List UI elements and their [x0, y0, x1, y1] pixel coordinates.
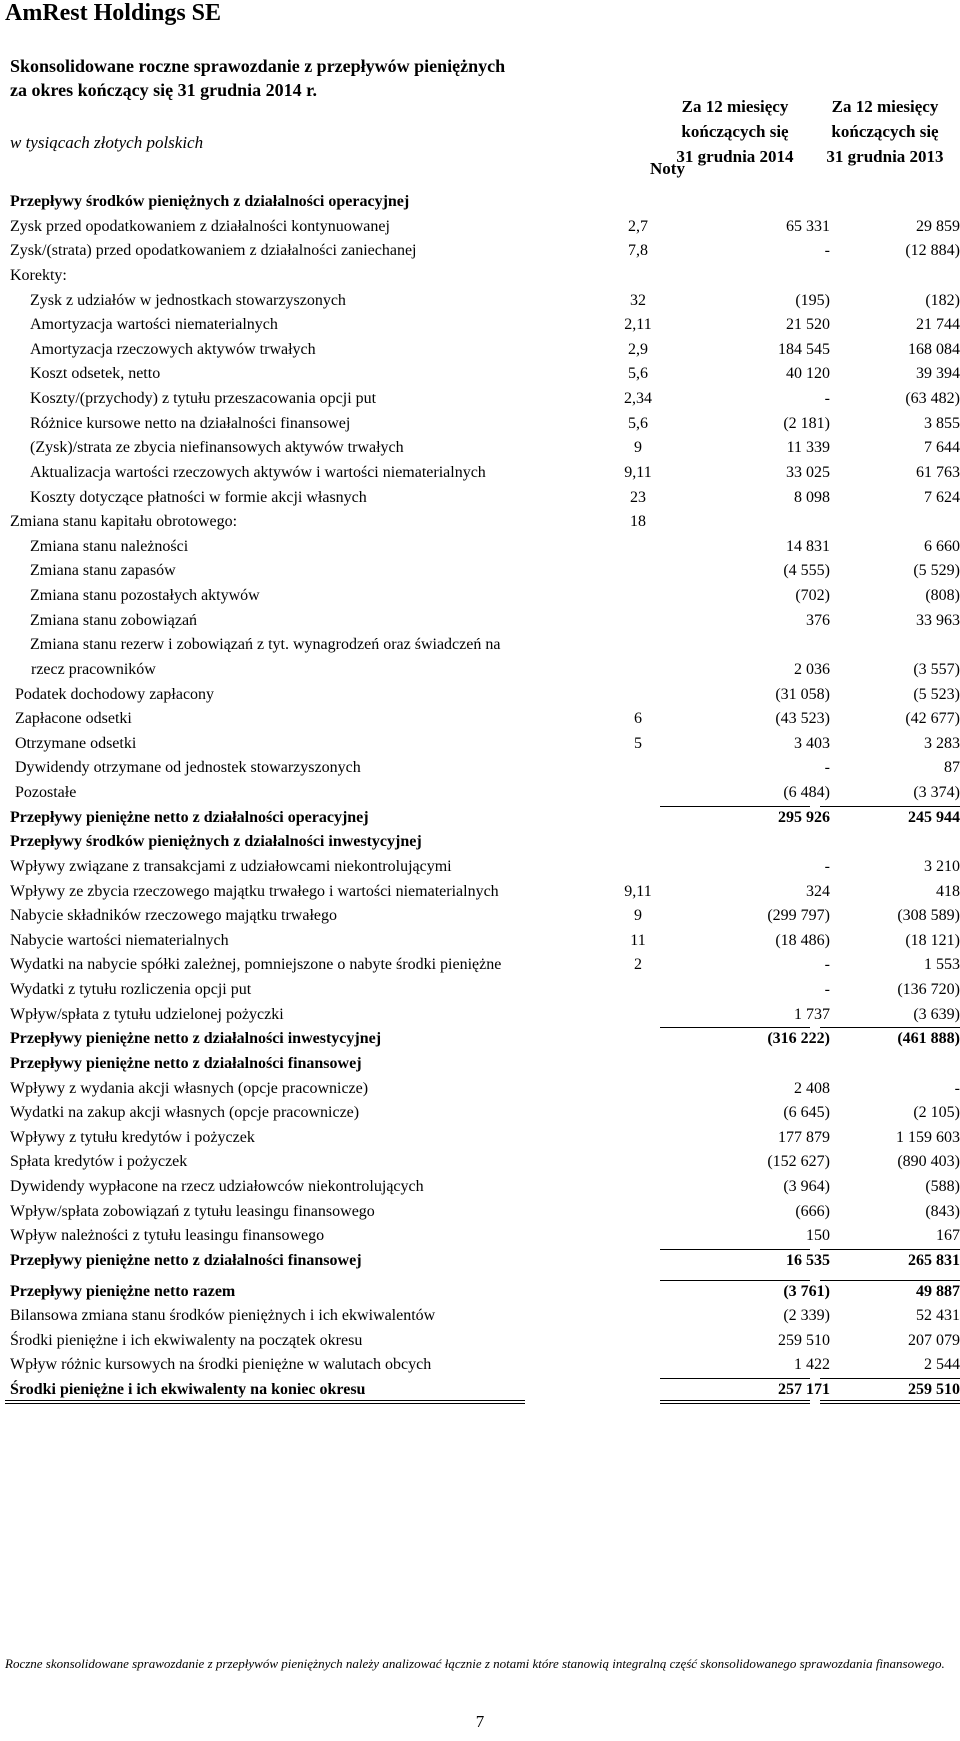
- column-header-2013-line-2: kończących się: [831, 122, 939, 141]
- row-note: 2,9: [628, 340, 648, 358]
- value-2014: (43 523): [775, 710, 830, 728]
- row-label: Zysk/(strata) przed opodatkowaniem z działalności zaniechanej: [10, 242, 417, 260]
- value-2013: (2 105): [913, 1104, 960, 1122]
- value-2014: (18 486): [775, 931, 830, 949]
- row-label: Środki pieniężne i ich ekwiwalenty na koniec okresu: [10, 1381, 366, 1398]
- row-label: Wpływ różnic kursowych na środki pieniężne w walutach obcych: [10, 1356, 432, 1374]
- row-label: Pozostałe: [15, 784, 77, 801]
- value-2014: 324: [806, 882, 830, 900]
- row-label: Przepływy pieniężne netto z działalności operacyjnej: [10, 808, 369, 826]
- value-2013: (12 884): [905, 242, 960, 260]
- table-row: [0, 386, 960, 411]
- value-2013: 1 553: [924, 956, 960, 974]
- value-2014: -: [824, 956, 830, 974]
- row-note: 9: [634, 439, 642, 457]
- value-2013: (5 529): [913, 562, 960, 580]
- footnote: Roczne skonsolidowane sprawozdanie z przepływów pieniężnych należy analizować łącznie z notami które stanowią integralną część skonsolidowanego sprawozdania finansowego.: [5, 1656, 945, 1671]
- value-2013: 6 660: [924, 537, 960, 555]
- row-label: Wydatki z tytułu rozliczenia opcji put: [10, 981, 252, 998]
- row-label: Nabycie składników rzeczowego majątku trwałego: [10, 907, 337, 925]
- table-row: [0, 1125, 960, 1150]
- total-row: [0, 1026, 960, 1051]
- column-header-2014: [660, 94, 810, 169]
- table-row: [0, 485, 960, 510]
- value-2013: 418: [936, 882, 960, 900]
- row-label: Koszt odsetek, netto: [30, 365, 161, 383]
- row-label: Wpływ/spłata zobowiązań z tytułu leasingu finansowego: [10, 1202, 375, 1220]
- table-row: [0, 1149, 960, 1174]
- table-row: [0, 1076, 960, 1101]
- table-row: [0, 1002, 960, 1027]
- table-row: [0, 411, 960, 436]
- table-row: [0, 1352, 960, 1377]
- value-2013: 2 544: [924, 1356, 960, 1374]
- title-line-1: Skonsolidowane roczne sprawozdanie z przepływów pieniężnych: [10, 56, 506, 76]
- row-label: Zmiana stanu zapasów: [30, 562, 176, 580]
- total-rule-2014: [660, 1378, 810, 1379]
- value-2014: (3 964): [783, 1178, 830, 1195]
- column-header-2014-line-2: kończących się: [681, 122, 789, 141]
- row-label: Zmiana stanu należności: [30, 537, 189, 555]
- row-label: Aktualizacja wartości rzeczowych aktywów i wartości niematerialnych: [30, 463, 486, 481]
- column-header-2013: [810, 94, 960, 169]
- value-2014: 65 331: [786, 217, 830, 235]
- row-label: Podatek dochodowy zapłacony: [15, 685, 215, 703]
- table-row: [0, 435, 960, 460]
- total-row: [0, 1248, 960, 1273]
- final-double-rule: [820, 1400, 960, 1401]
- row-label: Wpływy z tytułu kredytów i pożyczek: [10, 1128, 255, 1146]
- row-label: Zmiana stanu rezerw i zobowiązań z tyt. wynagrodzeń oraz świadczeń na: [30, 636, 501, 654]
- row-label: Wpływ należności z tytułu leasingu finansowego: [10, 1227, 325, 1245]
- row-note: 9,11: [624, 463, 652, 481]
- total-rule-2013: [820, 806, 960, 807]
- row-label: Przepływy pieniężne netto z działalności inwestycyjnej: [10, 1030, 382, 1048]
- value-2014: -: [824, 390, 830, 407]
- value-2014: 16 535: [786, 1251, 830, 1269]
- table-row: [0, 263, 960, 288]
- row-note: 9: [634, 907, 642, 925]
- value-2014: 184 545: [778, 340, 830, 358]
- value-2014: 3 403: [794, 734, 830, 752]
- table-row: [0, 706, 960, 731]
- table-row: [0, 755, 960, 780]
- value-2014: 257 171: [778, 1381, 830, 1398]
- row-label: Dywidendy otrzymane od jednostek stowarzyszonych: [15, 759, 361, 777]
- value-2014: (3 761): [783, 1282, 830, 1300]
- total-rule-2014: [660, 806, 810, 807]
- row-label: Zmiana stanu kapitału obrotowego:: [10, 513, 238, 531]
- row-label: Wpływ/spłata z tytułu udzielonej pożyczki: [10, 1005, 284, 1023]
- row-note: 6: [634, 710, 642, 728]
- table-row: [0, 879, 960, 904]
- row-label: Korekty:: [10, 266, 67, 284]
- value-2013: 49 887: [916, 1282, 960, 1300]
- row-label: Wpływy ze zbycia rzeczowego majątku trwałego i wartości niematerialnych: [10, 882, 499, 900]
- row-label: Zysk z udziałów w jednostkach stowarzyszonych: [30, 291, 346, 309]
- value-2013: -: [954, 1079, 960, 1097]
- total-row: [0, 1377, 960, 1402]
- row-label: Środki pieniężne i ich ekwiwalenty na początek okresu: [10, 1331, 363, 1349]
- table-row: [0, 1303, 960, 1328]
- row-label: Przepływy pieniężne netto razem: [10, 1282, 236, 1300]
- page-number: 7: [475, 1712, 485, 1731]
- value-2014: 1 737: [794, 1005, 830, 1023]
- value-2013: 39 394: [916, 365, 960, 383]
- value-2013: 167: [936, 1227, 960, 1245]
- value-2013: (136 720): [897, 981, 960, 998]
- value-2013: (308 589): [897, 907, 960, 925]
- value-2013: (42 677): [905, 710, 960, 728]
- row-note: 2,11: [624, 316, 652, 334]
- table-row: [0, 460, 960, 485]
- value-2013: (3 639): [913, 1005, 960, 1023]
- final-double-rule: [660, 1403, 810, 1404]
- row-label: Otrzymane odsetki: [15, 734, 137, 752]
- value-2014: (666): [795, 1202, 830, 1220]
- row-label: Wpływy związane z transakcjami z udziałowcami niekontrolującymi: [10, 857, 452, 875]
- row-label: Dywidendy wypłacone na rzecz udziałowców niekontrolujących: [10, 1178, 424, 1195]
- value-2013: (588): [925, 1178, 960, 1195]
- row-note: 5,6: [628, 365, 648, 383]
- value-2013: (843): [925, 1202, 960, 1220]
- currency-unit-label: w tysiącach złotych polskich: [10, 133, 204, 152]
- value-2014: (4 555): [783, 562, 830, 580]
- table-row: [0, 1328, 960, 1353]
- row-note: 2,34: [624, 390, 652, 407]
- value-2014: 259 510: [778, 1331, 830, 1349]
- value-2014: 1 422: [794, 1356, 830, 1374]
- row-label: Amortyzacja wartości niematerialnych: [30, 316, 278, 334]
- value-2013: 3 855: [924, 414, 960, 432]
- value-2014: 295 926: [778, 808, 830, 826]
- row-label: Amortyzacja rzeczowych aktywów trwałych: [30, 340, 316, 358]
- section-heading-row: [0, 189, 960, 214]
- value-2013: 3 210: [924, 857, 960, 875]
- cash-flow-table: [0, 189, 960, 1402]
- table-row: [0, 214, 960, 239]
- table-row: [0, 780, 960, 805]
- value-2014: 11 339: [786, 439, 830, 457]
- value-2014: 2 036: [794, 660, 830, 678]
- table-row: [0, 1223, 960, 1248]
- table-row: [0, 312, 960, 337]
- table-row: [0, 534, 960, 559]
- company-name: AmRest Holdings SE: [5, 0, 222, 26]
- value-2014: -: [824, 759, 830, 777]
- value-2013: 87: [944, 759, 960, 777]
- table-row: [0, 977, 960, 1002]
- row-note: 18: [630, 513, 646, 531]
- table-row: [0, 952, 960, 977]
- value-2014: (299 797): [767, 907, 830, 925]
- value-2014: (316 222): [767, 1030, 830, 1048]
- final-double-rule: [820, 1403, 960, 1404]
- value-2013: (182): [925, 291, 960, 309]
- table-row: [0, 583, 960, 608]
- value-2013: 61 763: [916, 463, 960, 481]
- value-2013: 265 831: [908, 1251, 960, 1269]
- row-label: Wydatki na zakup akcji własnych (opcje pracownicze): [10, 1104, 360, 1122]
- row-note: 32: [630, 291, 646, 309]
- value-2014: 33 025: [786, 463, 830, 481]
- row-label: Spłata kredytów i pożyczek: [10, 1153, 188, 1171]
- value-2014: (152 627): [767, 1153, 830, 1171]
- row-note: 5: [634, 734, 642, 752]
- value-2013: 7 624: [924, 488, 960, 506]
- row-label: Przepływy pieniężne netto z działalności finansowej: [10, 1251, 362, 1269]
- column-header-notes: Noty: [650, 159, 685, 178]
- row-label: rzecz pracowników: [31, 660, 156, 678]
- total-row: [0, 805, 960, 830]
- final-double-rule: [5, 1400, 525, 1401]
- column-header-2013-line-1: Za 12 miesięcy: [831, 97, 939, 116]
- value-2013: (3 374): [913, 784, 960, 801]
- value-2013: (808): [925, 587, 960, 604]
- value-2013: 7 644: [924, 439, 960, 457]
- value-2013: 259 510: [908, 1381, 960, 1398]
- table-row: [0, 1100, 960, 1125]
- value-2014: (31 058): [775, 685, 830, 703]
- row-note: 2,7: [628, 217, 648, 235]
- table-row: [0, 509, 960, 534]
- total-rule-2013: [820, 1027, 960, 1028]
- value-2014: 376: [806, 611, 830, 629]
- row-label: Koszty dotyczące płatności w formie akcji własnych: [30, 488, 367, 506]
- value-2014: (702): [795, 587, 830, 604]
- value-2013: (461 888): [897, 1030, 960, 1048]
- value-2013: (63 482): [905, 390, 960, 407]
- value-2014: -: [824, 981, 830, 998]
- table-row: [0, 657, 960, 682]
- title-line-2: za okres kończący się 31 grudnia 2014 r.: [10, 80, 318, 100]
- value-2014: 177 879: [778, 1128, 830, 1146]
- value-2013: 29 859: [916, 217, 960, 235]
- value-2013: 207 079: [908, 1331, 960, 1349]
- total-rule-2014: [660, 1280, 810, 1281]
- row-label: Zmiana stanu zobowiązań: [30, 611, 198, 629]
- total-rule-2014: [660, 1249, 810, 1250]
- value-2014: (195): [795, 291, 830, 309]
- row-label: Koszty/(przychody) z tytułu przeszacowania opcji put: [30, 390, 377, 407]
- section-heading-row: [0, 829, 960, 854]
- table-row: [0, 854, 960, 879]
- column-header-2013-line-3: 31 grudnia 2013: [826, 147, 944, 166]
- row-label: Nabycie wartości niematerialnych: [10, 931, 229, 949]
- value-2014: -: [824, 857, 830, 875]
- value-2014: 14 831: [786, 537, 830, 555]
- value-2014: 40 120: [786, 365, 830, 383]
- row-label: Wydatki na nabycie spółki zależnej, pomniejszone o nabyte środki pieniężne: [10, 956, 502, 974]
- value-2014: 2 408: [794, 1079, 830, 1097]
- value-2014: (2 339): [783, 1307, 830, 1325]
- table-row: [0, 903, 960, 928]
- total-rule-2014: [660, 1027, 810, 1028]
- table-row: [0, 608, 960, 633]
- table-row: [0, 682, 960, 707]
- row-label: Przepływy pieniężne netto z działalności finansowej: [10, 1054, 362, 1072]
- row-note: 2: [634, 956, 642, 974]
- row-note: 7,8: [628, 242, 648, 260]
- statement-title: [10, 54, 505, 102]
- row-label: Przepływy środków pieniężnych z działalności operacyjnej: [10, 193, 410, 210]
- table-row: [0, 558, 960, 583]
- value-2013: 21 744: [916, 316, 960, 334]
- table-row: [0, 238, 960, 263]
- row-label: Różnice kursowe netto na działalności finansowej: [30, 414, 351, 432]
- value-2013: 168 084: [908, 340, 960, 358]
- table-row: [0, 731, 960, 756]
- table-row: [0, 288, 960, 313]
- total-rule-2013: [820, 1378, 960, 1379]
- total-rule-2013: [820, 1280, 960, 1281]
- value-2013: (5 523): [913, 685, 960, 703]
- total-rule-2013: [820, 1249, 960, 1250]
- value-2014: 8 098: [794, 488, 830, 506]
- row-label: Zysk przed opodatkowaniem z działalności kontynuowanej: [10, 217, 390, 235]
- value-2014: -: [824, 242, 830, 260]
- total-row: [0, 1279, 960, 1304]
- value-2014: (6 484): [783, 784, 830, 801]
- value-2013: (890 403): [897, 1153, 960, 1171]
- value-2013: 245 944: [908, 808, 960, 826]
- table-row: [0, 928, 960, 953]
- table-row: [0, 1174, 960, 1199]
- value-2013: 1 159 603: [896, 1128, 960, 1146]
- row-label: Zmiana stanu pozostałych aktywów: [30, 587, 260, 604]
- value-2014: (6 645): [783, 1104, 830, 1122]
- value-2014: 21 520: [786, 316, 830, 334]
- table-row: [0, 337, 960, 362]
- row-label: Wpływy z wydania akcji własnych (opcje pracownicze): [10, 1079, 369, 1097]
- value-2013: 3 283: [924, 734, 960, 752]
- value-2013: 33 963: [916, 611, 960, 629]
- column-header-2014-line-3: 31 grudnia 2014: [676, 147, 794, 166]
- value-2014: (2 181): [783, 414, 830, 432]
- column-header-2014-line-1: Za 12 miesięcy: [681, 97, 789, 116]
- value-2013: (18 121): [905, 931, 960, 949]
- row-note: 11: [630, 931, 646, 949]
- row-note: 5,6: [628, 414, 648, 432]
- table-row: [0, 361, 960, 386]
- final-double-rule: [5, 1403, 525, 1404]
- row-label: Zapłacone odsetki: [15, 710, 132, 728]
- row-label: Bilansowa zmiana stanu środków pieniężnych i ich ekwiwalentów: [10, 1307, 436, 1325]
- value-2013: (3 557): [913, 660, 960, 678]
- row-label: (Zysk)/strata ze zbycia niefinansowych aktywów trwałych: [30, 439, 404, 457]
- final-double-rule: [660, 1400, 810, 1401]
- row-note: 23: [630, 488, 646, 506]
- row-label: Przepływy środków pieniężnych z działalności inwestycyjnej: [10, 833, 422, 851]
- table-row: [0, 632, 960, 657]
- value-2013: 52 431: [916, 1307, 960, 1325]
- table-row: [0, 1199, 960, 1224]
- section-heading-row: [0, 1051, 960, 1076]
- value-2014: 150: [806, 1227, 830, 1245]
- row-note: 9,11: [624, 882, 652, 900]
